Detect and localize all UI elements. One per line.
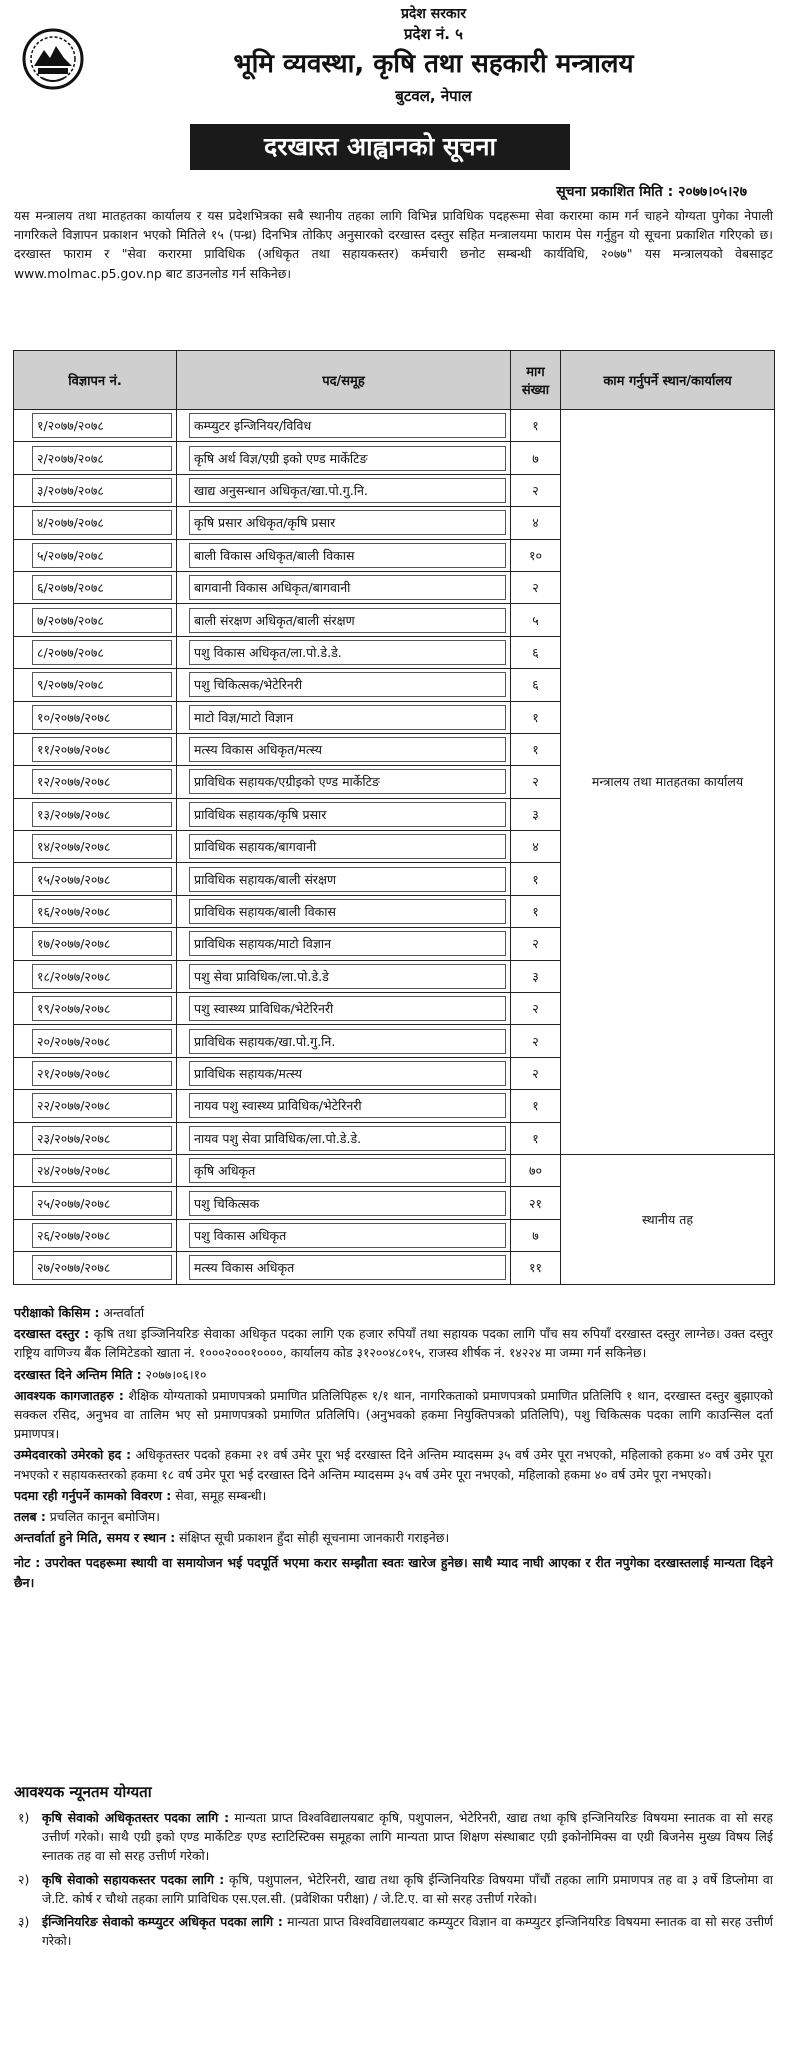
- post-cell: कृषि प्रसार अधिकृत/कृषि प्रसार: [177, 507, 511, 539]
- post-cell: कृषि अधिकृत: [177, 1154, 511, 1186]
- ad-number-cell: १८/२०७७/२०७८: [14, 960, 177, 992]
- post-cell: प्राविधिक सहायक/बागवानी: [177, 831, 511, 863]
- count-cell: २: [511, 993, 561, 1025]
- ad-number-cell: १३/२०७७/२०७८: [14, 798, 177, 830]
- table-row: [14, 410, 775, 442]
- intro-paragraph: यस मन्त्रालय तथा मातहतका कार्यालय र यस प्रदेशभित्रका सबै स्थानीय तहका लागि विभिन्न प्राविधिक पदहरूमा सेवा करारमा काम गर्न चाहने योग्यता पुगेका नेपाली नागरिकले विज्ञापन प्रकाशन भएको मितिले १५ (पन्ध्र) दिनभित्र तोकिए अनुसारको दरखास्त दस्तुर सहित मन्त्रालयमा फाराम पेस गर्नुहुन यो सूचना प्रकाशित गरिएको छ। दरखास्त फाराम र "सेवा करारमा प्राविधिक (अधिकृत तथा सहायकस्तर) कर्मचारी छनोट सम्बन्धी कार्यविधि, २०७७" यस मन्त्रालयको वेबसाइट www.molmac.p5.gov.np बाट डाउनलोड गर्न सकिनेछ।: [14, 208, 773, 281]
- ad-number-cell: २७/२०७७/२०७८: [14, 1252, 177, 1284]
- count-cell: ३: [511, 798, 561, 830]
- ad-number-cell: ६/२०७७/२०७८: [14, 571, 177, 603]
- government-emblem-icon: [22, 28, 84, 90]
- header-government: प्रदेश सरकार: [400, 6, 467, 22]
- post-cell: प्राविधिक सहायक/मत्स्य: [177, 1057, 511, 1089]
- count-cell: १: [511, 895, 561, 927]
- count-cell: २: [511, 1057, 561, 1089]
- count-cell: ४: [511, 507, 561, 539]
- qualification-item: १) कृषि सेवाको अधिकृतस्तर पदका लागि : मान्यता प्राप्त विश्वविद्यालयबाट कृषि, पशुपालन, भेटेरिनरी, खाद्य तथा कृषि इन्जिनियरिङ विषयमा स्नातक वा सो सरह उत्तीर्ण गरेको। साथै एग्री इको एण्ड मार्केटिङ एण्ड स्टाटिस्टिक्स समूहका लागि मान्यता प्राप्त शिक्षण संस्थाबाट एग्री इकोनोमिक्स वा एग्री बिजनेस मुख्य विषय लिई स्नातक तह वा सो सरह उत्तीर्ण गरेको।: [18, 1810, 773, 1864]
- ad-number-cell: १/२०७७/२०७८: [14, 410, 177, 442]
- column-header-place: काम गर्नुपर्ने स्थान/कार्यालय: [561, 351, 775, 410]
- column-header-ad-no: विज्ञापन नं.: [14, 351, 177, 410]
- post-cell: पशु सेवा प्राविधिक/ला.पो.डे.डे: [177, 960, 511, 992]
- count-cell: ३: [511, 960, 561, 992]
- post-cell: पशु स्वास्थ्य प्राविधिक/भेटेरिनरी: [177, 993, 511, 1025]
- header-ministry: भूमि व्यवस्था, कृषि तथा सहकारी मन्त्रालय: [233, 49, 634, 79]
- ad-number-cell: १७/२०७७/२०७८: [14, 928, 177, 960]
- salary: तलब : प्रचलित कानून बमोजिम।: [14, 1509, 160, 1525]
- qualification-item: ३) ईन्जिनियरिङ सेवाको कम्प्युटर अधिकृत पदका लागि : मान्यता प्राप्त विश्वविद्यालयबाट कम्प्युटर विज्ञान वा कम्प्युटर इन्जिनियरिङ विषयमा स्नातक वा सो सरह उत्तीर्ण गरेको।: [18, 1914, 773, 1949]
- count-cell: ७: [511, 442, 561, 474]
- post-cell: प्राविधिक सहायक/कृषि प्रसार: [177, 798, 511, 830]
- count-cell: ११: [511, 1252, 561, 1284]
- place-cell-local: स्थानीय तह: [561, 1154, 775, 1284]
- post-cell: कृषि अर्थ विज्ञ/एग्री इको एण्ड मार्केटिङ: [177, 442, 511, 474]
- count-cell: ७: [511, 1219, 561, 1251]
- ad-number-cell: ८/२०७७/२०७८: [14, 636, 177, 668]
- age-limit: उम्मेदवारको उमेरको हद : अधिकृतस्तर पदको हकमा २१ वर्ष उमेर पूरा भई दरखास्त दिने अन्तिम म्यादसम्म ३५ वर्ष उमेर पूरा नभएको, महिलाको हकमा ४० वर्ष उमेर पूरा नभएको र सहायकस्तरको हकमा १८ वर्ष उमेर पूरा भई दरखास्त दिने अन्तिम म्यादसम्म ३५ वर्ष उमेर पूरा नभएको, महिलाको हकमा ४० वर्ष उमेर पूरा नभएको।: [14, 1447, 773, 1482]
- count-cell: १: [511, 863, 561, 895]
- ad-number-cell: २१/२०७७/२०७८: [14, 1057, 177, 1089]
- count-cell: ४: [511, 831, 561, 863]
- count-cell: ६: [511, 636, 561, 668]
- ad-number-cell: २४/२०७७/२०७८: [14, 1154, 177, 1186]
- post-cell: माटो विज्ञ/माटो विज्ञान: [177, 701, 511, 733]
- note: नोट : उपरोक्त पदहरूमा स्थायी वा समायोजन भई पदपूर्ति भएमा करार सम्झौता स्वतः खारेज हुनेछ। साथै म्याद नाघी आएका र रीत नपुगेका दरखास्तलाई मान्यता दिइने छैन।: [14, 1555, 773, 1590]
- publication-date: सूचना प्रकाशित मिति : २०७७।०५।२७: [556, 184, 747, 200]
- ad-number-cell: ५/२०७७/२०७८: [14, 539, 177, 571]
- post-cell: नायव पशु सेवा प्राविधिक/ला.पो.डे.डे.: [177, 1122, 511, 1154]
- post-cell: प्राविधिक सहायक/एग्रीइको एण्ड मार्केटिङ: [177, 766, 511, 798]
- qualifications-title: आवश्यक न्यूनतम योग्यता: [14, 1783, 152, 1801]
- vacancy-table: [13, 350, 775, 1285]
- post-cell: पशु विकास अधिकृत: [177, 1219, 511, 1251]
- post-cell: पशु चिकित्सक: [177, 1187, 511, 1219]
- count-cell: २१: [511, 1187, 561, 1219]
- header-province: प्रदेश नं. ५: [404, 25, 463, 43]
- column-header-post: पद/समूह: [177, 351, 511, 410]
- ad-number-cell: ४/२०७७/२०७८: [14, 507, 177, 539]
- ad-number-cell: २०/२०७७/२०७८: [14, 1025, 177, 1057]
- ad-number-cell: २२/२०७७/२०७८: [14, 1090, 177, 1122]
- count-cell: २: [511, 766, 561, 798]
- count-cell: १: [511, 1122, 561, 1154]
- qualifications-list: [14, 1808, 773, 1954]
- post-cell: कम्प्युटर इन्जिनियर/विविध: [177, 410, 511, 442]
- post-cell: मत्स्य विकास अधिकृत: [177, 1252, 511, 1284]
- post-cell: नायव पशु स्वास्थ्य प्राविधिक/भेटेरिनरी: [177, 1090, 511, 1122]
- post-cell: पशु चिकित्सक/भेटेरिनरी: [177, 669, 511, 701]
- count-cell: २: [511, 928, 561, 960]
- post-cell: खाद्य अनुसन्धान अधिकृत/खा.पो.गु.नि.: [177, 474, 511, 506]
- count-cell: ६: [511, 669, 561, 701]
- post-cell: प्राविधिक सहायक/माटो विज्ञान: [177, 928, 511, 960]
- ad-number-cell: २३/२०७७/२०७८: [14, 1122, 177, 1154]
- post-cell: बाली विकास अधिकृत/बाली विकास: [177, 539, 511, 571]
- ad-number-cell: १९/२०७७/२०७८: [14, 993, 177, 1025]
- post-cell: प्राविधिक सहायक/बाली विकास: [177, 895, 511, 927]
- ad-number-cell: ९/२०७७/२०७८: [14, 669, 177, 701]
- count-cell: ७०: [511, 1154, 561, 1186]
- required-documents: आवश्यक कागजातहरु : शैक्षिक योग्यताको प्रमाणपत्रको प्रमाणित प्रतिलिपिहरू १/१ थान, नागरिकताको प्रमाणपत्रको प्रमाणित प्रतिलिपि १ थान, दरखास्त दस्तुर बुझाएको सक्कल रसिद, अनुभव वा तालिम भए सो प्रमाणपत्रको प्रमाणित प्रतिलिपि। (अनुभवको हकमा नियुक्तिपत्रको प्रतिलिपि), पशु चिकित्सक पदका लागि काउन्सिल दर्ता प्रमाणपत्र।: [14, 1387, 773, 1442]
- count-cell: ५: [511, 604, 561, 636]
- ad-number-cell: २५/२०७७/२०७८: [14, 1187, 177, 1219]
- post-cell: मत्स्य विकास अधिकृत/मत्स्य: [177, 733, 511, 765]
- exam-type: परीक्षाको किसिम : अन्तर्वार्ता: [14, 1305, 145, 1320]
- count-cell: १: [511, 733, 561, 765]
- post-cell: प्राविधिक सहायक/बाली संरक्षण: [177, 863, 511, 895]
- notice-title: दरखास्त आह्वानको सूचना: [190, 124, 570, 170]
- table-row: [14, 1154, 775, 1186]
- post-cell: बाली संरक्षण अधिकृत/बाली संरक्षण: [177, 604, 511, 636]
- ad-number-cell: ३/२०७७/२०७८: [14, 474, 177, 506]
- post-cell: बागवानी विकास अधिकृत/बागवानी: [177, 571, 511, 603]
- info-section: [14, 1303, 773, 1594]
- count-cell: २: [511, 1025, 561, 1057]
- ad-number-cell: १५/२०७७/२०७८: [14, 863, 177, 895]
- ad-number-cell: १६/२०७७/२०७८: [14, 895, 177, 927]
- column-header-count: माग संख्या: [511, 351, 561, 410]
- qualification-item: २) कृषि सेवाको सहायकस्तर पदका लागि : कृषि, पशुपालन, भेटेरिनरी, खाद्य तथा कृषि ईन्जिनियरिङ विषयमा पाँचौं तहका लागि प्रमाणपत्र तह वा ३ वर्षे डिप्लोमा वा जे.टि. कोर्ष र चौथो तहका लागि प्राविधिक एस.एल.सी. (प्रवेशिका परीक्षा) / जे.टि.ए. वा सो सरह उत्तीर्ण गरेको।: [18, 1871, 773, 1906]
- count-cell: १०: [511, 539, 561, 571]
- application-fee: दरखास्त दस्तुर : कृषि तथा इञ्जिनियरिङ सेवाका अधिकृत पदका लागि एक हजार रुपियाँ तथा सहायक पदका लागि पाँच सय रुपियाँ दरखास्त दस्तुर लाग्नेछ। उक्त दस्तुर राष्ट्रिय वाणिज्य बैंक लिमिटेडको खाता नं. १०००२०००१००००, कार्यालय कोड ३१२००४८०१५, राजस्व शीर्षक नं. १४२२४ मा जम्मा गर्न सकिनेछ।: [14, 1326, 773, 1361]
- ad-number-cell: १०/२०७७/२०७८: [14, 701, 177, 733]
- count-cell: १: [511, 701, 561, 733]
- count-cell: २: [511, 474, 561, 506]
- deadline: दरखास्त दिने अन्तिम मिति : २०७७।०६।१०: [14, 1366, 207, 1382]
- interview-info: अन्तर्वार्ता हुने मिति, समय र स्थान : संक्षिप्त सूची प्रकाशन हुँदा सोही सूचनामा जानकारी गराइनेछ।: [14, 1530, 450, 1546]
- post-cell: पशु विकास अधिकृत/ला.पो.डे.डे.: [177, 636, 511, 668]
- ad-number-cell: २६/२०७७/२०७८: [14, 1219, 177, 1251]
- ad-number-cell: ११/२०७७/२०७८: [14, 733, 177, 765]
- ad-number-cell: १२/२०७७/२०७८: [14, 766, 177, 798]
- ad-number-cell: १४/२०७७/२०७८: [14, 831, 177, 863]
- count-cell: २: [511, 571, 561, 603]
- work-description: पदमा रही गर्नुपर्ने कामको विवरण : सेवा, समूह सम्बन्धी।: [14, 1487, 267, 1503]
- count-cell: १: [511, 1090, 561, 1122]
- count-cell: १: [511, 410, 561, 442]
- post-cell: प्राविधिक सहायक/खा.पो.गु.नि.: [177, 1025, 511, 1057]
- ad-number-cell: ७/२०७७/२०७८: [14, 604, 177, 636]
- place-cell-ministry: मन्त्रालय तथा मातहतका कार्यालय: [561, 410, 775, 1155]
- ad-number-cell: २/२०७७/२०७८: [14, 442, 177, 474]
- header-location: बुटवल, नेपाल: [395, 87, 472, 105]
